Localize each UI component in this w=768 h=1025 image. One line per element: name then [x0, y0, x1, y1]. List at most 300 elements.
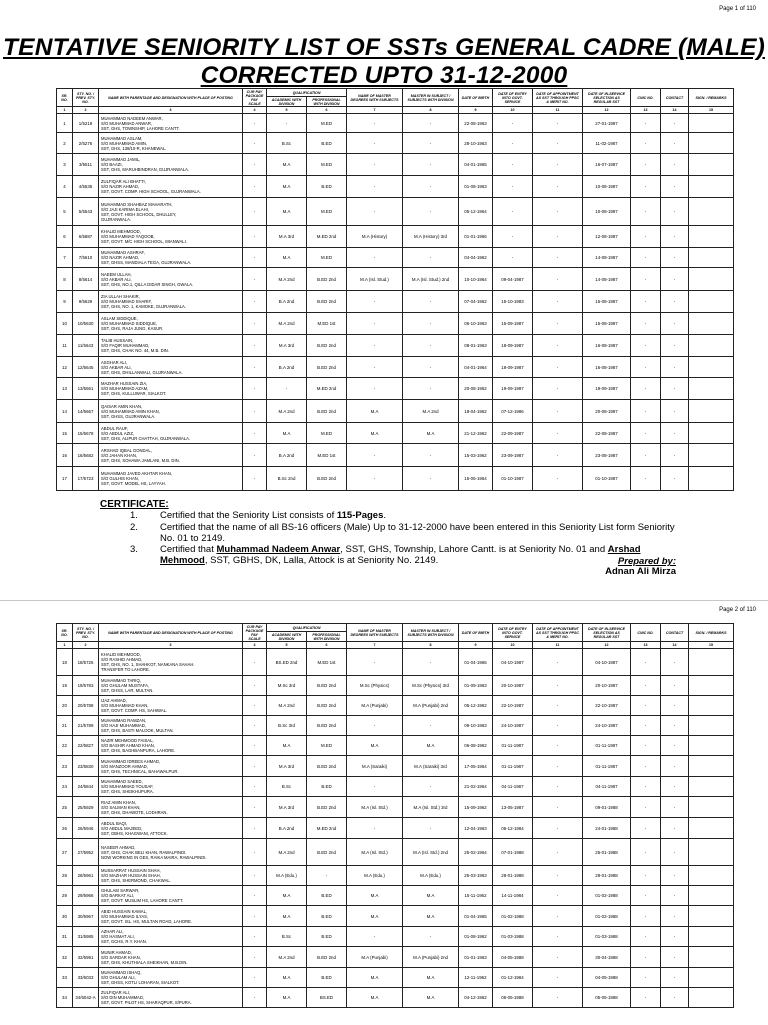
name-line: S/O ABDUL MAJEED,: [101, 825, 143, 831]
remarks-cell: [689, 797, 734, 818]
table-row: [57, 248, 734, 268]
name-line: ZULFIQAR ALI,: [101, 990, 131, 995]
appointment-date-cell: -: [533, 756, 583, 777]
name-cell: [99, 866, 243, 886]
inservice-date-cell: 12-08-1987: [583, 226, 631, 248]
pay-scale-cell: -: [243, 154, 267, 176]
academic-cell: -: [267, 378, 307, 400]
dob-cell: 28-10-1963: [459, 133, 493, 154]
name-line: SST, GCHS, R.Y. KHAN.: [101, 939, 147, 944]
sr-no-cell: 14: [57, 400, 73, 423]
appointment-date-cell: -: [533, 988, 583, 1008]
sr-no-cell: 27: [57, 839, 73, 866]
header-sr-no: SR. NO.: [57, 89, 73, 107]
sty-no-cell: 10/5630: [73, 313, 99, 335]
sr-no-cell: 5: [57, 198, 73, 226]
inservice-date-cell: 16-08-1987: [583, 357, 631, 378]
table-row: [57, 176, 734, 198]
academic-cell: M.A 2nd: [267, 400, 307, 423]
academic-cell: M.A 2nd: [267, 313, 307, 335]
name-cell: [99, 649, 243, 676]
name-line: SST, GHS, RAJA JUNG, KASUR.: [101, 326, 164, 331]
table-row: [57, 716, 734, 736]
master-subject-cell: -: [403, 649, 459, 676]
name-line: MUHAMMAD ISHAQ,: [101, 970, 142, 975]
contact-cell: -: [661, 947, 689, 968]
professional-cell: M.ED 2nd: [307, 378, 347, 400]
appointment-date-cell: -: [533, 133, 583, 154]
academic-cell: M.A 3rd: [267, 797, 307, 818]
remarks-cell: [689, 716, 734, 736]
sty-no-cell: 24/5844: [73, 777, 99, 797]
sty-no-cell: 27/5952: [73, 839, 99, 866]
sr-no-cell: 1: [57, 114, 73, 133]
document-page-1: Page 1 of 110 TENTATIVE SENIORITY LIST OF SSTs GENERAL CADRE (MALE) CORRECTED UPTO 31-12-2000 SR. NO. STY. NO. / PREV. STY. NO. NAME WITH PARENTAGE AND DESIGNATION WITH PLACE OF POSTING CUR PAY PACKAGE PAY SCALE QUALIFICATION NAME OF MASTER DEGREES WITH SUBJECTS MASTER IN SUBJECT / SUBJECTS WITH DIVISION DATE OF BIRTH DATE OF ENTRY INTO GOVT. SERVICE DATE OF APPOINTMENT AS SST THROUGH PPSC & MERIT NO. DATE OF IN-SERVICE SELECTION AS REGULAR SST CNIC NO. CONTACT SIGN. / REMARKS ACADEMIC WITH DIVISION PROFESSIONAL WITH DIVISION 1 2 3 4 5 6 7 8 9 10 11 12 13 14 15 1 1/5219 MUHAMMAD NADEEM ANWAR, S/O MUHAMMAD ANWAR, SST, GHS, TOWNSHIP, LAHORE CANTT. - - M.ED - - 22-08-1963 - - 27-01-1987 - - 2 2/5276 MUHAMMAD ASLAM, S/O MUHAMMAD AMIN, SST, GHS, 138/10-R, KHANEWAL. - B.Sc B.ED - - 28-10-1963 - - 11-02-1987 - - 3 3/5511 MUHAMMAD JAMIL, S/O BAAZI, SST, GHS, MARUHBINDRAN, GUJRANWALA. - M.A M.ED - - 04-01-1965 - - 16-07-1987 - - 4 4/5535 ZULFIQAR ALI BHATTI, S/O NAZIR AHMAD, SST, GOVT. COMP. HIGH SCHOOL, GUJRANWALA. - M.A B.ED - - 01-08-1963 - - 10-08-1987 - - 5 5/5543 MUHAMMAD SHAHBAZ MAHARATH, S/O JAJI KARIMA ELAHI, SST, GOVT. HIGH SCHOOL, DHULLEY, GUJRANWALA. - M.A M.ED - - 05-12-1964 - - 10-08-1987 - - 6 6/5887 KHALID MEHMOOD, S/O MUHAMMAD YAQOOB, SST, GOVT. M/C HIGH SCHOOL, MIANWALI. - M.A 3rd M.ED 2nd M.A (History) M.A (History) 3rd 01-01-1966 - - 12-08-1987 - - 7 7/5610 MUHAMMAD ASHRAF, S/O NAZIR AHMAD, SST, GHSS, MANDIALA TEGA, GUJRANWALA. - M.A M.ED - - 04-04-1962 - - 14-08-1987 - - 8 8/5614 NAEEM ULLAH, S/O AKBAR ALI, SST, GHS, NO.1, QILLA DIDAR SINGH, GWALA. - M.A 2nd B.ED 2nd M.A (Isl. Stud.) M.A (Isl. Stud.) 2nd 10-10-1964 09-04-1987 - 14-08-1987 - - 9 9/5629 ZIA ULLAH SHAKIR, S/O MUHAMMAD SHARIF, SST, GHS, NO. 1, KAMOKE, GUJRANWALA. - B.A 2nd B.ED 2nd - - 07-04-1962 15-10-1983 - 15-08-1987 - - 10 10/5630 ASLAM SIDDIQUE, S/O MUHAMMAD SIDDIQUE, SST, GHS, RAJA JUNG, KASUR. - M.A 2nd M.ED 1st - - 06-10-1963 15-09-1987 - 15-08-1987 - - 11 11/5643 TALIB HUSSAIN, S/O FAQIR MUHAMMAD, SST, GHS, CHAK NO. 44, M.B. DIN. - M.A 3rd B.ED 2nd - - 08-01-1963 18-09-1987 - 16-08-1987 - - 12 12/5645 ASGHAR ALI, S/O AKBAR ALI, SST, GHS, DHILLANWALI, GUJRANWALA. - B.A 2nd B.ED 2nd - - 04-01-1964 18-09-1987 - 16-08-1987 - - 13 13/5661 MAZHAR HUSSAIN ZIA, S/O MUHAMMAD AZAM, SST, GHS, KULLUWAR, SIALKOT. - - M.ED 2nd - - 20-08-1962 19-09-1987 - 19-09-1987 - - 14 14/5667 QAISAR AMIN KHAN, S/O MUHAMMAD AMIN KHAN, SST, GHSS, GUJRANWALA. - M.A 2nd B.ED 2nd M.A M.A 2nd 18-04-1962 07-12-1986 - 20-08-1987 - - 15 15/5678 ABDUL RAUF, S/O ABDUL AZIZ, SST, GHS, ALIPUR CHATTAH, GUJRANWALA. - M.A M.ED M.A M.A 21-12-1962 22-09-1987 - 22-08-1987 - - 16 16/5682 ARSHAD IQBAL GONDAL, S/O JAHAN KHAN, SST, GHS, SOHAWA JAMLANI, M.B. DIN. - B.A 2nd M.ED 1st - - 15-03-1962 23-09-1987 - 23-08-1987 - - 17 17/5723 MUHAMMAD JAVED AKHTAR KHAN, S/O GULHIS KHAN, SST, GOVT. MODEL HS, LAYYAH. - B.Sc 2nd B.ED 2nd - - 15-06-1964 01-10-1987 - 01-10-1987 - - CERTIFICATE: 1. Certified that the Seniority List consists of 115-Pages. 2. Certified that the name of all BS-16 officers (Male) Up to 31-12-2000 have been entered in this Seniority List form Seniority No. 01 to 2149. 3. Certified that Muhammad Nadeem Anwar, SST, GHS, Township, Lahore Cantt. is at Seniority No. 01 and Arshad Mehmood, SST, GBHS, DK, Lalla, Attock is at Seniority No. 2149. Prepared by: Adnan Ali Mirza: [0, 0, 768, 590]
academic-cell: B.Sc: [267, 927, 307, 947]
appointment-date-cell: -: [533, 947, 583, 968]
professional-cell: B.ED: [307, 886, 347, 906]
name-line: S/O GHULAM ALI,: [101, 975, 136, 980]
name-line: S/O MUHAMMAD ILYAS,: [101, 913, 149, 919]
name-line: ASLAM SIDDIQUE,: [101, 316, 138, 321]
name-line: SST, GHSS, KOTLI LOHARAN, SIALKOT.: [101, 980, 180, 985]
name-line: S/O RASHID AHMAD,: [101, 657, 143, 662]
name-line: S/O MANZOOR AHMAD,: [101, 763, 148, 769]
inservice-date-cell: 04-10-1987: [583, 649, 631, 676]
dob-cell: 01-04-1965: [459, 649, 493, 676]
remarks-cell: [689, 400, 734, 423]
master-degree-cell: -: [347, 467, 403, 491]
sty-no-cell: 14/5667: [73, 400, 99, 423]
sr-no-cell: 23: [57, 756, 73, 777]
name-cell: [99, 198, 243, 226]
appointment-date-cell: -: [533, 736, 583, 756]
pay-scale-cell: -: [243, 226, 267, 248]
preparer-name: Adnan Ali Mirza: [605, 566, 676, 577]
sty-no-cell: 11/5643: [73, 335, 99, 357]
appointment-date-cell: -: [533, 226, 583, 248]
sty-no-cell: 1/5219: [73, 114, 99, 133]
master-subject-cell: -: [403, 248, 459, 268]
remarks-cell: [689, 444, 734, 467]
remarks-cell: [689, 313, 734, 335]
name-cell: [99, 756, 243, 777]
name-line: S/O HAJI MUHAMMAD,: [101, 723, 146, 728]
name-line: S/O MUHAMMAD YAQOOB,: [101, 234, 155, 239]
name-line: NOW WORKING IN GES, RAIKA MAIRA, RAWALPINDI.: [101, 854, 207, 860]
dob-cell: 22-08-1963: [459, 114, 493, 133]
table-row: [57, 676, 734, 696]
cnic-cell: -: [631, 248, 661, 268]
cnic-cell: -: [631, 444, 661, 467]
master-subject-cell: M.A: [403, 423, 459, 444]
name-line: SST, GHS, CHAK NO. 44, M.B. DIN.: [101, 348, 169, 353]
master-subject-cell: M.A (Punjabi) 2nd: [403, 696, 459, 716]
inservice-date-cell: 04-05-1988: [583, 968, 631, 988]
remarks-cell: [689, 736, 734, 756]
entry-date-cell: 20-10-1987: [493, 676, 533, 696]
contact-cell: -: [661, 444, 689, 467]
table-row: [57, 268, 734, 291]
seniority-table: [56, 88, 734, 491]
contact-cell: -: [661, 886, 689, 906]
appointment-date-cell: -: [533, 797, 583, 818]
master-degree-cell: -: [347, 649, 403, 676]
prepared-by: Prepared by: Adnan Ali Mirza: [605, 556, 676, 577]
sr-no-cell: 15: [57, 423, 73, 444]
master-subject-cell: M.A: [403, 736, 459, 756]
entry-date-cell: 04-10-1987: [493, 649, 533, 676]
dob-cell: 06-08-1962: [459, 736, 493, 756]
academic-cell: B.Sc 3rd: [267, 716, 307, 736]
sty-no-cell: 33/6033: [73, 968, 99, 988]
dob-cell: 04-04-1962: [459, 248, 493, 268]
pay-scale-cell: -: [243, 696, 267, 716]
name-cell: [99, 154, 243, 176]
sty-no-cell: 17/5723: [73, 467, 99, 491]
sty-no-cell: 15/5678: [73, 423, 99, 444]
header-remarks: SIGN. / REMARKS: [689, 89, 734, 107]
master-degree-cell: M.A (Isl. Std.): [347, 839, 403, 866]
academic-cell: M.A (Edu.): [267, 866, 307, 886]
table-row: [57, 133, 734, 154]
master-degree-cell: M.Sc (Physics): [347, 676, 403, 696]
entry-date-cell: -: [493, 226, 533, 248]
contact-cell: -: [661, 335, 689, 357]
inservice-date-cell: 01-02-1988: [583, 906, 631, 927]
name-line: MUHAMMAD JAVED AKHTAR KHAN,: [101, 471, 173, 476]
appointment-date-cell: -: [533, 176, 583, 198]
pay-scale-cell: -: [243, 866, 267, 886]
header-appointment: DATE OF APPOINTMENT AS SST THROUGH PPSC & MERIT NO.: [533, 624, 583, 642]
name-cell: [99, 906, 243, 927]
name-line: SST, GHSS, LAR, MULTAN.: [101, 688, 154, 693]
cnic-cell: -: [631, 423, 661, 444]
sr-no-cell: 6: [57, 226, 73, 248]
name-cell: [99, 968, 243, 988]
name-line: S/O AKBAR ALI,: [101, 364, 132, 370]
name-cell: [99, 988, 243, 1008]
academic-cell: M.A: [267, 198, 307, 226]
dob-cell: 05-12-1962: [459, 696, 493, 716]
contact-cell: -: [661, 839, 689, 866]
cnic-cell: -: [631, 154, 661, 176]
remarks-cell: [689, 968, 734, 988]
remarks-cell: [689, 988, 734, 1008]
pay-scale-cell: -: [243, 968, 267, 988]
appointment-date-cell: -: [533, 676, 583, 696]
academic-cell: B.Sc: [267, 133, 307, 154]
name-line: SST, GHS, TOWNSHIP, LAHORE CANTT.: [101, 125, 180, 131]
seniority-table-continued: [56, 623, 734, 1008]
dob-cell: 05-12-1964: [459, 198, 493, 226]
cnic-cell: -: [631, 313, 661, 335]
name-cell: [99, 696, 243, 716]
table-row: [57, 797, 734, 818]
remarks-cell: [689, 176, 734, 198]
inservice-date-cell: 11-02-1987: [583, 133, 631, 154]
inservice-date-cell: 24-01-1988: [583, 818, 631, 839]
dob-cell: 09-10-1963: [459, 716, 493, 736]
remarks-cell: [689, 649, 734, 676]
academic-cell: M.A 3rd: [267, 226, 307, 248]
table-row: [57, 927, 734, 947]
name-line: MUHAMMAD ASLAM,: [101, 135, 143, 141]
name-line: S/O DIN MUHAMMAD,: [101, 995, 145, 1000]
certificate-heading: CERTIFICATE:: [100, 499, 169, 510]
header-master-subject: MASTER IN SUBJECT / SUBJECTS WITH DIVISION: [403, 89, 459, 107]
header-remarks: SIGN. / REMARKS: [689, 624, 734, 642]
pay-scale-cell: -: [243, 268, 267, 291]
academic-cell: B.A 2nd: [267, 444, 307, 467]
dob-cell: 10-10-1964: [459, 268, 493, 291]
name-line: MUHAMMAD IDREES AHMAD,: [101, 758, 161, 764]
cnic-cell: -: [631, 268, 661, 291]
header-cnic: CNIC NO.: [631, 624, 661, 642]
name-cell: [99, 400, 243, 423]
name-line: SST, GHS, ALIPUR CHATTAH, GUJRANWALA.: [101, 435, 191, 441]
header-inservice: DATE OF IN-SERVICE SELECTION AS REGULAR SST: [583, 89, 631, 107]
name-line: SST, GHS, NO.1, QILLA DIDAR SINGH, GWALA.: [101, 281, 194, 287]
appointment-date-cell: -: [533, 248, 583, 268]
professional-cell: B.ED 2nd: [307, 357, 347, 378]
sr-no-cell: 18: [57, 649, 73, 676]
remarks-cell: [689, 676, 734, 696]
academic-cell: M.A: [267, 736, 307, 756]
dob-cell: 25-02-1964: [459, 839, 493, 866]
header-qualification: QUALIFICATION: [267, 89, 347, 97]
contact-cell: -: [661, 676, 689, 696]
pay-scale-cell: -: [243, 676, 267, 696]
master-degree-cell: -: [347, 248, 403, 268]
remarks-cell: [689, 291, 734, 313]
name-cell: [99, 839, 243, 866]
remarks-cell: [689, 467, 734, 491]
pay-scale-cell: -: [243, 886, 267, 906]
cnic-cell: -: [631, 736, 661, 756]
cnic-cell: -: [631, 176, 661, 198]
master-degree-cell: -: [347, 927, 403, 947]
column-number-row: 1 2 3 4 5 6 7 8 9 10 11 12 13 14 15: [57, 642, 734, 649]
name-cell: [99, 248, 243, 268]
entry-date-cell: 07-12-1986: [493, 400, 533, 423]
name-line: ZIA ULLAH SHAKIR,: [101, 294, 140, 299]
name-line: S/O AKBAR ALI,: [101, 276, 132, 282]
entry-date-cell: 05-12-1984: [493, 818, 533, 839]
pay-scale-cell: -: [243, 176, 267, 198]
entry-date-cell: 23-09-1987: [493, 444, 533, 467]
master-subject-cell: -: [403, 291, 459, 313]
pay-scale-cell: -: [243, 467, 267, 491]
name-line: SST, GOVT. HIGH SCHOOL, DHULLEY,: [101, 211, 177, 217]
dob-cell: 01-08-1962: [459, 927, 493, 947]
page-number: Page 1 of 110: [719, 6, 756, 12]
entry-date-cell: -: [493, 133, 533, 154]
seniority-table-body: [57, 649, 734, 1008]
academic-cell: M.A: [267, 154, 307, 176]
cnic-cell: -: [631, 818, 661, 839]
academic-cell: BS.ED 2nd: [267, 649, 307, 676]
table-row: [57, 335, 734, 357]
table-row: [57, 777, 734, 797]
dob-cell: 15-11-1962: [459, 886, 493, 906]
contact-cell: -: [661, 467, 689, 491]
name-cell: [99, 291, 243, 313]
pay-scale-cell: -: [243, 947, 267, 968]
appointment-date-cell: -: [533, 198, 583, 226]
master-degree-cell: -: [347, 335, 403, 357]
cnic-cell: -: [631, 756, 661, 777]
sty-no-cell: 18/5726: [73, 649, 99, 676]
contact-cell: -: [661, 291, 689, 313]
appointment-date-cell: -: [533, 839, 583, 866]
master-degree-cell: M.A: [347, 906, 403, 927]
academic-cell: M.A: [267, 248, 307, 268]
dob-cell: 15-03-1962: [459, 444, 493, 467]
entry-date-cell: 19-09-1987: [493, 378, 533, 400]
name-line: S/O JAHAN KHAN,: [101, 452, 138, 458]
cnic-cell: -: [631, 467, 661, 491]
sr-no-cell: 10: [57, 313, 73, 335]
master-degree-cell: M.A: [347, 968, 403, 988]
sty-no-cell: 30/5967: [73, 906, 99, 927]
master-subject-cell: -: [403, 716, 459, 736]
contact-cell: -: [661, 133, 689, 154]
sty-no-cell: 19/5783: [73, 676, 99, 696]
professional-cell: B.ED: [307, 968, 347, 988]
contact-cell: -: [661, 176, 689, 198]
name-line: NAEEM ULLAH,: [101, 271, 132, 277]
inservice-date-cell: 25-01-1988: [583, 839, 631, 866]
name-line: S/O GHULAM MUSTAFA,: [101, 683, 150, 688]
name-line: RIAZ AMIN KHAN,: [101, 799, 136, 805]
name-line: SST, GHS, 138/10-R, KHANEWAL.: [101, 145, 167, 151]
pay-scale-cell: -: [243, 927, 267, 947]
sty-no-cell: 25/5929: [73, 797, 99, 818]
contact-cell: -: [661, 736, 689, 756]
table-row: [57, 696, 734, 716]
header-professional: PROFESSIONAL WITH DIVISION: [307, 97, 347, 107]
professional-cell: M.ED 2nd: [307, 226, 347, 248]
sty-no-cell: 2/5276: [73, 133, 99, 154]
master-subject-cell: M.A: [403, 886, 459, 906]
dob-cell: 15-06-1964: [459, 467, 493, 491]
name-line: S/O JAJI KARIMA ELAHI,: [101, 206, 149, 212]
name-line: NASEER AHMAD,: [101, 844, 136, 850]
sty-no-cell: 7/5610: [73, 248, 99, 268]
sty-no-cell: 29/5966: [73, 886, 99, 906]
name-line: SST, GOVT. PILOT HS, SHARAQPUR, S/PURA.: [101, 1000, 192, 1005]
header-pay-scale: CUR PAY PACKAGE PAY SCALE: [243, 89, 267, 107]
cnic-cell: -: [631, 777, 661, 797]
master-subject-cell: -: [403, 818, 459, 839]
entry-date-cell: 18-09-1987: [493, 335, 533, 357]
dob-cell: 17-05-1964: [459, 756, 493, 777]
cnic-cell: -: [631, 133, 661, 154]
master-subject-cell: M.A (Punjabi) 2nd: [403, 947, 459, 968]
name-line: MUHAMMAD SHAHBAZ MAHARATH,: [101, 201, 173, 207]
academic-cell: M.A: [267, 968, 307, 988]
professional-cell: B.ED: [307, 906, 347, 927]
master-degree-cell: M.A (Isl. Std.): [347, 797, 403, 818]
inservice-date-cell: 20-08-1987: [583, 400, 631, 423]
name-line: GUJRANWALA.: [101, 216, 132, 222]
entry-date-cell: 15-09-1987: [493, 313, 533, 335]
name-cell: [99, 226, 243, 248]
header-inservice: DATE OF IN-SERVICE SELECTION AS REGULAR SST: [583, 624, 631, 642]
name-cell: [99, 378, 243, 400]
table-row: [57, 886, 734, 906]
entry-date-cell: 09-04-1987: [493, 268, 533, 291]
appointment-date-cell: -: [533, 335, 583, 357]
remarks-cell: [689, 886, 734, 906]
master-degree-cell: M.A (History): [347, 226, 403, 248]
contact-cell: -: [661, 988, 689, 1008]
dob-cell: 01-01-1963: [459, 947, 493, 968]
professional-cell: B.ED: [307, 133, 347, 154]
professional-cell: M.ED: [307, 248, 347, 268]
professional-cell: M.ED 2nd: [307, 818, 347, 839]
entry-date-cell: 07-01-1988: [493, 839, 533, 866]
sty-no-cell: 8/5614: [73, 268, 99, 291]
inservice-date-cell: 16-08-1987: [583, 335, 631, 357]
contact-cell: -: [661, 797, 689, 818]
seniority-table-body: [57, 114, 734, 491]
academic-cell: B.Sc 2nd: [267, 467, 307, 491]
master-degree-cell: M.A (Edu.): [347, 866, 403, 886]
sr-no-cell: 20: [57, 696, 73, 716]
name-line: S/O NAZIR AHMAD,: [101, 184, 140, 189]
sr-no-cell: 8: [57, 268, 73, 291]
master-degree-cell: -: [347, 777, 403, 797]
appointment-date-cell: -: [533, 444, 583, 467]
appointment-date-cell: -: [533, 291, 583, 313]
pay-scale-cell: -: [243, 114, 267, 133]
master-degree-cell: -: [347, 291, 403, 313]
cnic-cell: -: [631, 357, 661, 378]
sty-no-cell: 5/5543: [73, 198, 99, 226]
contact-cell: -: [661, 968, 689, 988]
name-line: S/O MUHAMMAD YOUSAF,: [101, 784, 154, 789]
remarks-cell: [689, 133, 734, 154]
entry-date-cell: 01-12-1984: [493, 968, 533, 988]
professional-cell: B.ED 2nd: [307, 839, 347, 866]
academic-cell: B.A 2nd: [267, 357, 307, 378]
cnic-cell: -: [631, 797, 661, 818]
professional-cell: B.ED 2nd: [307, 467, 347, 491]
name-line: S/O MUHAMMAD AMIN,: [101, 140, 148, 146]
professional-cell: M.ED: [307, 736, 347, 756]
dob-cell: 04-01-1965: [459, 154, 493, 176]
dob-cell: 01-04-1965: [459, 906, 493, 927]
sty-no-cell: 20/5788: [73, 696, 99, 716]
academic-cell: M.A 2nd: [267, 696, 307, 716]
table-row: [57, 423, 734, 444]
pay-scale-cell: -: [243, 400, 267, 423]
master-subject-cell: -: [403, 114, 459, 133]
inservice-date-cell: 01-03-1988: [583, 927, 631, 947]
sr-no-cell: 22: [57, 736, 73, 756]
name-line: S/O MUHAMMAD ANWAR,: [101, 120, 153, 126]
name-line: SST, GHS, SHEIKHUPURA.: [101, 789, 154, 794]
professional-cell: B.ED: [307, 927, 347, 947]
cnic-cell: -: [631, 676, 661, 696]
remarks-cell: [689, 114, 734, 133]
entry-date-cell: 01-02-1988: [493, 906, 533, 927]
name-line: TRANSFER TO LAHORE.: [101, 667, 150, 672]
dob-cell: 18-04-1962: [459, 400, 493, 423]
table-row: [57, 906, 734, 927]
